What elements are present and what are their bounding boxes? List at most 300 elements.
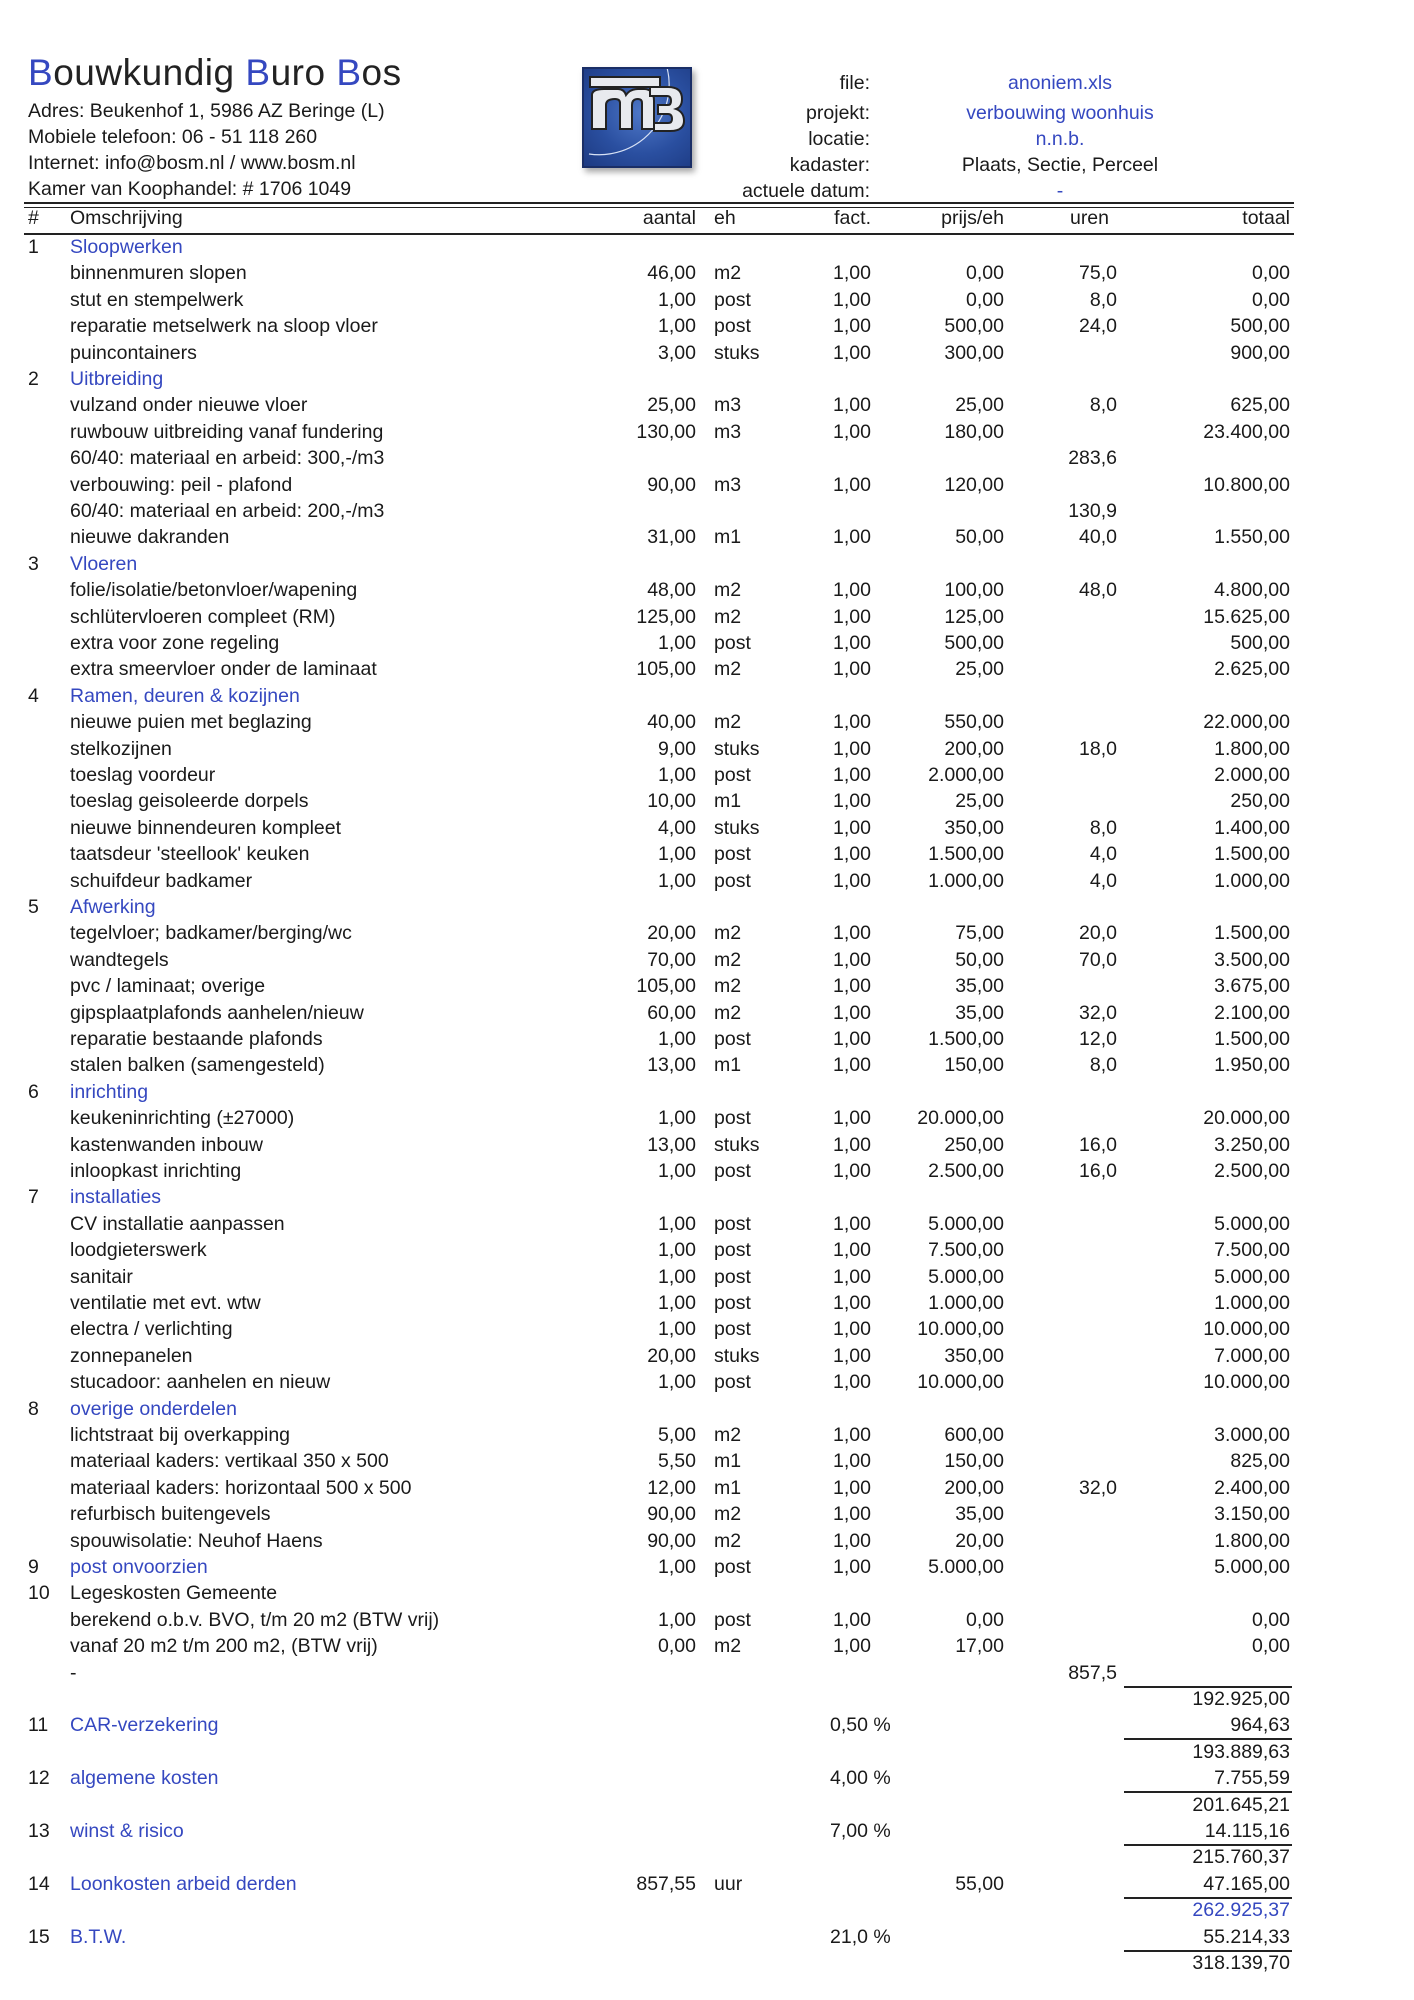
cell-eh: post bbox=[714, 1028, 751, 1050]
running-total: 262.925,37 bbox=[1192, 1899, 1290, 1922]
summary-label: algemene kosten bbox=[70, 1767, 219, 1790]
cell-eh: post bbox=[714, 1318, 751, 1341]
cell-fact: 1,00 bbox=[833, 1608, 871, 1631]
table-row bbox=[0, 579, 1414, 605]
cell-eh: m1 bbox=[714, 1450, 742, 1473]
cell-eh: stuks bbox=[714, 816, 760, 839]
cell-totaal: 5.000,00 bbox=[1214, 1556, 1290, 1578]
cell-uren: 75,0 bbox=[1079, 262, 1117, 285]
table-row bbox=[0, 1160, 1414, 1186]
section-row bbox=[0, 368, 1414, 394]
cell-desc: extra smeervloer onder de laminaat bbox=[70, 658, 377, 681]
cell-eh: m1 bbox=[714, 1054, 742, 1077]
cell-aantal: 1,00 bbox=[658, 1371, 696, 1394]
cell-totaal: 825,00 bbox=[1230, 1450, 1290, 1473]
cell-eh: m2 bbox=[714, 605, 742, 628]
cell-totaal: 1.950,00 bbox=[1214, 1054, 1290, 1077]
table-row bbox=[0, 606, 1414, 632]
cell-desc: Sloopwerken bbox=[70, 236, 183, 258]
cell-eh: m2 bbox=[714, 1001, 742, 1024]
cell-prijs: 350,00 bbox=[944, 816, 1004, 839]
cell-num: 7 bbox=[28, 1186, 39, 1209]
cell-totaal: 1.000,00 bbox=[1214, 1292, 1290, 1314]
summary-amount: 55.214,33 bbox=[1203, 1925, 1290, 1948]
cell-desc: reparatie bestaande plafonds bbox=[70, 1028, 323, 1050]
cell-fact: 1,00 bbox=[833, 341, 871, 364]
summary-amount: 47.165,00 bbox=[1203, 1872, 1290, 1895]
cell-totaal: 5.000,00 bbox=[1214, 1212, 1290, 1235]
brand-word: uro bbox=[270, 52, 337, 93]
cell-fact: 1,00 bbox=[833, 420, 871, 443]
cell-desc: tegelvloer; badkamer/berging/wc bbox=[70, 922, 352, 945]
cell-prijs: 180,00 bbox=[944, 420, 1004, 443]
cell-aantal: 1,00 bbox=[658, 1318, 696, 1341]
cell-eh: post bbox=[714, 1371, 751, 1394]
cell-aantal: 1,00 bbox=[658, 632, 696, 654]
cell-totaal: 1.500,00 bbox=[1214, 843, 1290, 866]
cell-desc: nieuwe puien met beglazing bbox=[70, 711, 312, 734]
cell-uren: 24,0 bbox=[1079, 315, 1117, 338]
table-row bbox=[0, 711, 1414, 737]
cell-prijs: 200,00 bbox=[944, 1476, 1004, 1499]
col-header-desc: Omschrijving bbox=[70, 207, 183, 229]
cell-fact: 1,00 bbox=[833, 1107, 871, 1130]
cell-eh: m2 bbox=[714, 975, 742, 998]
cell-eh: m2 bbox=[714, 262, 742, 285]
cell-num: 2 bbox=[28, 368, 39, 390]
running-total: 215.760,37 bbox=[1192, 1846, 1290, 1869]
cell-desc: puincontainers bbox=[70, 341, 197, 364]
cell-prijs: 350,00 bbox=[944, 1344, 1004, 1367]
cell-desc: - bbox=[70, 1661, 77, 1684]
cell-aantal: 5,50 bbox=[658, 1450, 696, 1473]
cell-aantal: 1,00 bbox=[658, 288, 696, 311]
cell-prijs: 1.500,00 bbox=[928, 843, 1004, 866]
table-row bbox=[0, 1292, 1414, 1318]
cell-fact: 1,00 bbox=[833, 1212, 871, 1235]
cell-eh: m2 bbox=[714, 1635, 742, 1658]
cell-prijs: 20.000,00 bbox=[917, 1107, 1004, 1130]
cell-prijs: 1.000,00 bbox=[928, 1292, 1004, 1314]
cell-desc: spouwisolatie: Neuhof Haens bbox=[70, 1529, 323, 1552]
section-row bbox=[0, 685, 1414, 711]
section-row bbox=[0, 1398, 1414, 1424]
cell-totaal: 625,00 bbox=[1230, 394, 1290, 417]
cell-fact: 1,00 bbox=[833, 790, 871, 813]
cell-totaal: 0,00 bbox=[1252, 1635, 1290, 1658]
cell-totaal: 250,00 bbox=[1230, 790, 1290, 813]
cell-totaal: 10.000,00 bbox=[1203, 1318, 1290, 1341]
cell-fact: 1,00 bbox=[833, 315, 871, 338]
cell-prijs: 1.500,00 bbox=[928, 1028, 1004, 1050]
cell-desc: extra voor zone regeling bbox=[70, 632, 280, 654]
cell-desc: 60/40: materiaal en arbeid: 200,-/m3 bbox=[70, 500, 385, 522]
summary-num: 12 bbox=[28, 1767, 50, 1790]
cell-totaal: 0,00 bbox=[1252, 262, 1290, 285]
cell-desc: Afwerking bbox=[70, 896, 156, 918]
summary-amount: 7.755,59 bbox=[1214, 1767, 1290, 1790]
cell-uren: 8,0 bbox=[1089, 394, 1117, 417]
cell-fact: 1,00 bbox=[833, 1556, 871, 1578]
cell-aantal: 1,00 bbox=[658, 1160, 696, 1182]
cell-desc: Vloeren bbox=[70, 552, 138, 575]
file-value: anoniem.xls bbox=[1007, 72, 1113, 94]
cell-prijs: 2.500,00 bbox=[928, 1160, 1004, 1182]
cell-fact: 1,00 bbox=[833, 1001, 871, 1024]
table-row bbox=[0, 1002, 1414, 1028]
running-total: 201.645,21 bbox=[1192, 1793, 1290, 1816]
kadaster-value: Plaats, Sectie, Perceel bbox=[961, 154, 1159, 176]
file-label: file: bbox=[839, 72, 870, 94]
cell-fact: 1,00 bbox=[833, 975, 871, 998]
cell-eh: m2 bbox=[714, 1503, 742, 1526]
datum-value: - bbox=[1056, 180, 1064, 202]
table-row bbox=[0, 738, 1414, 764]
table-row bbox=[0, 394, 1414, 420]
col-header-prijs: prijs/eh bbox=[941, 207, 1004, 229]
table-row bbox=[0, 632, 1414, 658]
cell-aantal: 31,00 bbox=[647, 526, 696, 549]
running-total-row bbox=[0, 1899, 1414, 1925]
cell-totaal: 20.000,00 bbox=[1203, 1107, 1290, 1130]
cell-prijs: 300,00 bbox=[944, 341, 1004, 364]
cell-desc: electra / verlichting bbox=[70, 1318, 233, 1341]
cell-desc: materiaal kaders: vertikaal 350 x 500 bbox=[70, 1450, 389, 1473]
cell-uren: 32,0 bbox=[1079, 1001, 1117, 1024]
cell-fact: 1,00 bbox=[833, 632, 871, 654]
cell-fact: 1,00 bbox=[833, 288, 871, 311]
brand-word: os bbox=[361, 52, 402, 93]
section-row bbox=[0, 236, 1414, 262]
cell-prijs: 500,00 bbox=[944, 315, 1004, 338]
cell-aantal: 9,00 bbox=[658, 737, 696, 760]
table-row bbox=[0, 764, 1414, 790]
summary-row bbox=[0, 1873, 1414, 1899]
table-row bbox=[0, 1424, 1414, 1450]
col-header-aantal: aantal bbox=[642, 207, 696, 229]
table-row bbox=[0, 1477, 1414, 1503]
cell-eh: stuks bbox=[714, 341, 760, 364]
summary-label: B.T.W. bbox=[70, 1925, 127, 1948]
cell-prijs: 10.000,00 bbox=[917, 1371, 1004, 1394]
cell-aantal: 1,00 bbox=[658, 764, 696, 786]
column-header-divider bbox=[24, 233, 1294, 235]
table-row bbox=[0, 526, 1414, 552]
col-header-totaal: totaal bbox=[1242, 207, 1290, 229]
brand-word: ouwkundig bbox=[53, 52, 246, 93]
cell-fact: 1,00 bbox=[833, 816, 871, 839]
cell-desc: stalen balken (samengesteld) bbox=[70, 1054, 325, 1077]
company-internet: Internet: info@bosm.nl / www.bosm.nl bbox=[28, 152, 356, 174]
section-row bbox=[0, 553, 1414, 579]
cell-aantal: 90,00 bbox=[647, 1529, 696, 1552]
cell-desc: overige onderdelen bbox=[70, 1397, 237, 1420]
cell-totaal: 0,00 bbox=[1252, 1608, 1290, 1631]
cell-desc: pvc / laminaat; overige bbox=[70, 975, 266, 998]
cell-desc: nieuwe binnendeuren kompleet bbox=[70, 816, 342, 839]
cell-desc: vulzand onder nieuwe vloer bbox=[70, 394, 308, 417]
summary-row bbox=[0, 1714, 1414, 1740]
cell-aantal: 1,00 bbox=[658, 1107, 696, 1130]
summary-pct: 0,50 % bbox=[830, 1714, 891, 1737]
cell-eh: m2 bbox=[714, 1529, 742, 1552]
cell-totaal: 1.500,00 bbox=[1214, 1028, 1290, 1050]
kadaster-label: kadaster: bbox=[789, 154, 870, 176]
cell-prijs: 5.000,00 bbox=[928, 1212, 1004, 1235]
summary-amount: 14.115,16 bbox=[1204, 1820, 1290, 1842]
cell-aantal: 1,00 bbox=[658, 1608, 696, 1631]
running-total-row bbox=[0, 1952, 1414, 1978]
cell-desc: toeslag voordeur bbox=[70, 764, 216, 786]
cell-eh: post bbox=[714, 1265, 751, 1288]
cell-totaal: 5.000,00 bbox=[1214, 1265, 1290, 1288]
cell-uren: 8,0 bbox=[1089, 816, 1117, 839]
summary-pct: 4,00 % bbox=[830, 1767, 891, 1790]
datum-label: actuele datum: bbox=[742, 180, 870, 202]
cell-aantal: 1,00 bbox=[658, 1556, 696, 1578]
cell-desc: Ramen, deuren & kozijnen bbox=[70, 684, 300, 707]
cell-eh: m2 bbox=[714, 1424, 742, 1446]
cell-desc: toeslag geisoleerde dorpels bbox=[70, 790, 309, 813]
table-row bbox=[0, 1371, 1414, 1397]
cell-fact: 1,00 bbox=[833, 1503, 871, 1526]
cell-uren: 4,0 bbox=[1089, 843, 1117, 866]
cell-totaal: 1.500,00 bbox=[1214, 922, 1290, 945]
cell-fact: 1,00 bbox=[833, 526, 871, 549]
cell-fact: 1,00 bbox=[833, 262, 871, 285]
summary-eh: uur bbox=[714, 1872, 743, 1895]
cell-aantal: 105,00 bbox=[636, 658, 696, 681]
cell-fact: 1,00 bbox=[833, 843, 871, 866]
section-row bbox=[0, 1186, 1414, 1212]
cell-desc: schlütervloeren compleet (RM) bbox=[70, 605, 336, 628]
table-row bbox=[0, 1530, 1414, 1556]
cell-totaal: 7.000,00 bbox=[1214, 1344, 1290, 1367]
table-row bbox=[0, 843, 1414, 869]
cell-eh: post bbox=[714, 288, 751, 311]
table-row bbox=[0, 1054, 1414, 1080]
summary-num: 15 bbox=[28, 1925, 50, 1948]
table-row bbox=[0, 474, 1414, 500]
cell-aantal: 48,00 bbox=[647, 579, 696, 602]
summary-row bbox=[0, 1820, 1414, 1846]
cell-prijs: 1.000,00 bbox=[928, 869, 1004, 892]
cell-totaal: 3.675,00 bbox=[1214, 975, 1290, 998]
cell-totaal: 2.400,00 bbox=[1214, 1476, 1290, 1499]
cell-aantal: 12,00 bbox=[647, 1476, 696, 1499]
cell-desc: lichtstraat bij overkapping bbox=[70, 1424, 291, 1446]
cell-eh: m3 bbox=[714, 473, 742, 496]
cell-prijs: 50,00 bbox=[955, 948, 1004, 971]
cell-aantal: 20,00 bbox=[647, 1344, 696, 1367]
cell-eh: post bbox=[714, 1212, 751, 1235]
subtotal-row bbox=[0, 1688, 1414, 1714]
cell-uren: 16,0 bbox=[1079, 1160, 1117, 1182]
cell-uren: 857,5 bbox=[1068, 1661, 1117, 1684]
cell-prijs: 5.000,00 bbox=[928, 1265, 1004, 1288]
cell-aantal: 5,00 bbox=[658, 1424, 696, 1446]
table-row bbox=[0, 1582, 1414, 1608]
cell-fact: 1,00 bbox=[833, 579, 871, 602]
cell-totaal: 3.500,00 bbox=[1214, 948, 1290, 971]
cell-desc: stucadoor: aanhelen en nieuw bbox=[70, 1371, 331, 1394]
cell-eh: m2 bbox=[714, 658, 742, 681]
cell-totaal: 500,00 bbox=[1230, 632, 1290, 654]
running-total-row bbox=[0, 1741, 1414, 1767]
cell-prijs: 500,00 bbox=[944, 632, 1004, 654]
cell-fact: 1,00 bbox=[833, 737, 871, 760]
table-row bbox=[0, 975, 1414, 1001]
cell-eh: post bbox=[714, 843, 751, 866]
cell-uren: 20,0 bbox=[1079, 922, 1117, 945]
cell-desc: ruwbouw uitbreiding vanaf fundering bbox=[70, 420, 384, 443]
cell-totaal: 7.500,00 bbox=[1214, 1239, 1290, 1262]
cell-prijs: 7.500,00 bbox=[928, 1239, 1004, 1262]
section-row bbox=[0, 896, 1414, 922]
cell-prijs: 10.000,00 bbox=[917, 1318, 1004, 1341]
table-row bbox=[0, 922, 1414, 948]
cell-desc: refurbisch buitengevels bbox=[70, 1503, 271, 1526]
cell-desc: kastenwanden inbouw bbox=[70, 1133, 263, 1156]
table-row bbox=[0, 949, 1414, 975]
cell-aantal: 1,00 bbox=[658, 869, 696, 892]
cell-num: 10 bbox=[28, 1582, 50, 1605]
cell-uren: 48,0 bbox=[1079, 579, 1117, 602]
cell-desc: 60/40: materiaal en arbeid: 300,-/m3 bbox=[70, 447, 385, 470]
company-kvk: Kamer van Koophandel: # 1706 1049 bbox=[28, 178, 352, 200]
cell-totaal: 2.625,00 bbox=[1214, 658, 1290, 681]
cell-uren: 12,0 bbox=[1079, 1028, 1117, 1050]
cell-totaal: 3.250,00 bbox=[1214, 1133, 1290, 1156]
cell-num: 3 bbox=[28, 552, 39, 575]
table-row bbox=[0, 262, 1414, 288]
cell-fact: 1,00 bbox=[833, 1292, 871, 1314]
cell-aantal: 46,00 bbox=[647, 262, 696, 285]
summary-pct: 21,0 % bbox=[830, 1925, 891, 1948]
cell-aantal: 1,00 bbox=[658, 1239, 696, 1262]
cell-fact: 1,00 bbox=[833, 1529, 871, 1552]
table-row bbox=[0, 1266, 1414, 1292]
cell-totaal: 2.500,00 bbox=[1214, 1160, 1290, 1182]
section-row bbox=[0, 1556, 1414, 1582]
col-header-eh: eh bbox=[714, 207, 736, 229]
table-row bbox=[0, 790, 1414, 816]
cell-totaal: 3.000,00 bbox=[1214, 1424, 1290, 1446]
cell-totaal: 900,00 bbox=[1230, 341, 1290, 364]
cell-aantal: 1,00 bbox=[658, 1292, 696, 1314]
projekt-label: projekt: bbox=[806, 102, 870, 124]
cell-prijs: 2.000,00 bbox=[928, 764, 1004, 786]
cell-eh: m1 bbox=[714, 790, 742, 813]
locatie-value: n.n.b. bbox=[1035, 128, 1085, 150]
cell-prijs: 5.000,00 bbox=[928, 1556, 1004, 1578]
table-row bbox=[0, 1662, 1414, 1688]
cell-eh: stuks bbox=[714, 1344, 760, 1367]
cell-uren: 16,0 bbox=[1079, 1133, 1117, 1156]
cell-desc: vanaf 20 m2 t/m 200 m2, (BTW vrij) bbox=[70, 1635, 378, 1658]
cell-prijs: 35,00 bbox=[955, 1503, 1004, 1526]
summary-amount: 964,63 bbox=[1230, 1714, 1290, 1737]
cell-desc: loodgieterswerk bbox=[70, 1239, 207, 1262]
cell-totaal: 0,00 bbox=[1252, 288, 1290, 311]
cell-fact: 1,00 bbox=[833, 922, 871, 945]
cell-num: 9 bbox=[28, 1556, 39, 1578]
cell-prijs: 200,00 bbox=[944, 737, 1004, 760]
cell-totaal: 15.625,00 bbox=[1203, 605, 1290, 628]
cell-totaal: 10.800,00 bbox=[1203, 473, 1290, 496]
table-row bbox=[0, 1028, 1414, 1054]
cell-eh: m1 bbox=[714, 1476, 742, 1499]
cell-fact: 1,00 bbox=[833, 658, 871, 681]
cell-uren: 130,9 bbox=[1068, 500, 1117, 522]
cell-fact: 1,00 bbox=[833, 394, 871, 417]
cell-aantal: 105,00 bbox=[636, 975, 696, 998]
cell-eh: post bbox=[714, 1608, 751, 1631]
cell-prijs: 25,00 bbox=[955, 658, 1004, 681]
cell-num: 5 bbox=[28, 896, 39, 918]
table-row bbox=[0, 1318, 1414, 1344]
cell-prijs: 0,00 bbox=[966, 1608, 1004, 1631]
cell-desc: zonnepanelen bbox=[70, 1344, 193, 1367]
running-total: 318.139,70 bbox=[1192, 1952, 1290, 1974]
cell-desc: gipsplaatplafonds aanhelen/nieuw bbox=[70, 1001, 364, 1024]
cell-uren: 4,0 bbox=[1089, 869, 1117, 892]
table-row bbox=[0, 500, 1414, 526]
cell-aantal: 20,00 bbox=[647, 922, 696, 945]
cell-prijs: 250,00 bbox=[944, 1133, 1004, 1156]
cell-fact: 1,00 bbox=[833, 1265, 871, 1288]
cell-aantal: 90,00 bbox=[647, 473, 696, 496]
cell-eh: post bbox=[714, 1107, 751, 1130]
cell-totaal: 1.800,00 bbox=[1214, 737, 1290, 760]
company-address: Adres: Beukenhof 1, 5986 AZ Beringe (L) bbox=[28, 100, 385, 122]
table-row bbox=[0, 289, 1414, 315]
cell-desc: keukeninrichting (±27000) bbox=[70, 1107, 295, 1130]
cell-aantal: 13,00 bbox=[647, 1133, 696, 1156]
cell-desc: folie/isolatie/betonvloer/wapening bbox=[70, 579, 358, 602]
cell-desc: stut en stempelwerk bbox=[70, 288, 244, 311]
cell-totaal: 1.400,00 bbox=[1214, 816, 1290, 839]
cell-aantal: 25,00 bbox=[647, 394, 696, 417]
cell-fact: 1,00 bbox=[833, 1028, 871, 1050]
cell-fact: 1,00 bbox=[833, 869, 871, 892]
table-row bbox=[0, 658, 1414, 684]
cell-totaal: 1.550,00 bbox=[1214, 526, 1290, 549]
col-header-uren: uren bbox=[1069, 207, 1109, 229]
summary-row bbox=[0, 1926, 1414, 1952]
cell-prijs: 35,00 bbox=[955, 1001, 1004, 1024]
cell-aantal: 4,00 bbox=[658, 816, 696, 839]
summary-num: 13 bbox=[28, 1820, 50, 1842]
cell-uren: 18,0 bbox=[1079, 737, 1117, 760]
table-row bbox=[0, 1134, 1414, 1160]
brand-initial: B bbox=[28, 52, 54, 93]
projekt-value: verbouwing woonhuis bbox=[966, 102, 1154, 124]
cell-prijs: 120,00 bbox=[944, 473, 1004, 496]
cell-fact: 1,00 bbox=[833, 605, 871, 628]
cell-aantal: 70,00 bbox=[647, 948, 696, 971]
summary-pct: 7,00 % bbox=[830, 1820, 891, 1842]
cell-prijs: 17,00 bbox=[955, 1635, 1004, 1658]
cell-desc: wandtegels bbox=[70, 948, 169, 971]
cell-desc: stelkozijnen bbox=[70, 737, 172, 760]
cell-eh: post bbox=[714, 632, 751, 654]
cell-desc: reparatie metselwerk na sloop vloer bbox=[70, 315, 378, 338]
cell-desc: installaties bbox=[70, 1186, 162, 1209]
cell-desc: schuifdeur badkamer bbox=[70, 869, 253, 892]
cell-eh: m2 bbox=[714, 711, 742, 734]
cell-fact: 1,00 bbox=[833, 1133, 871, 1156]
